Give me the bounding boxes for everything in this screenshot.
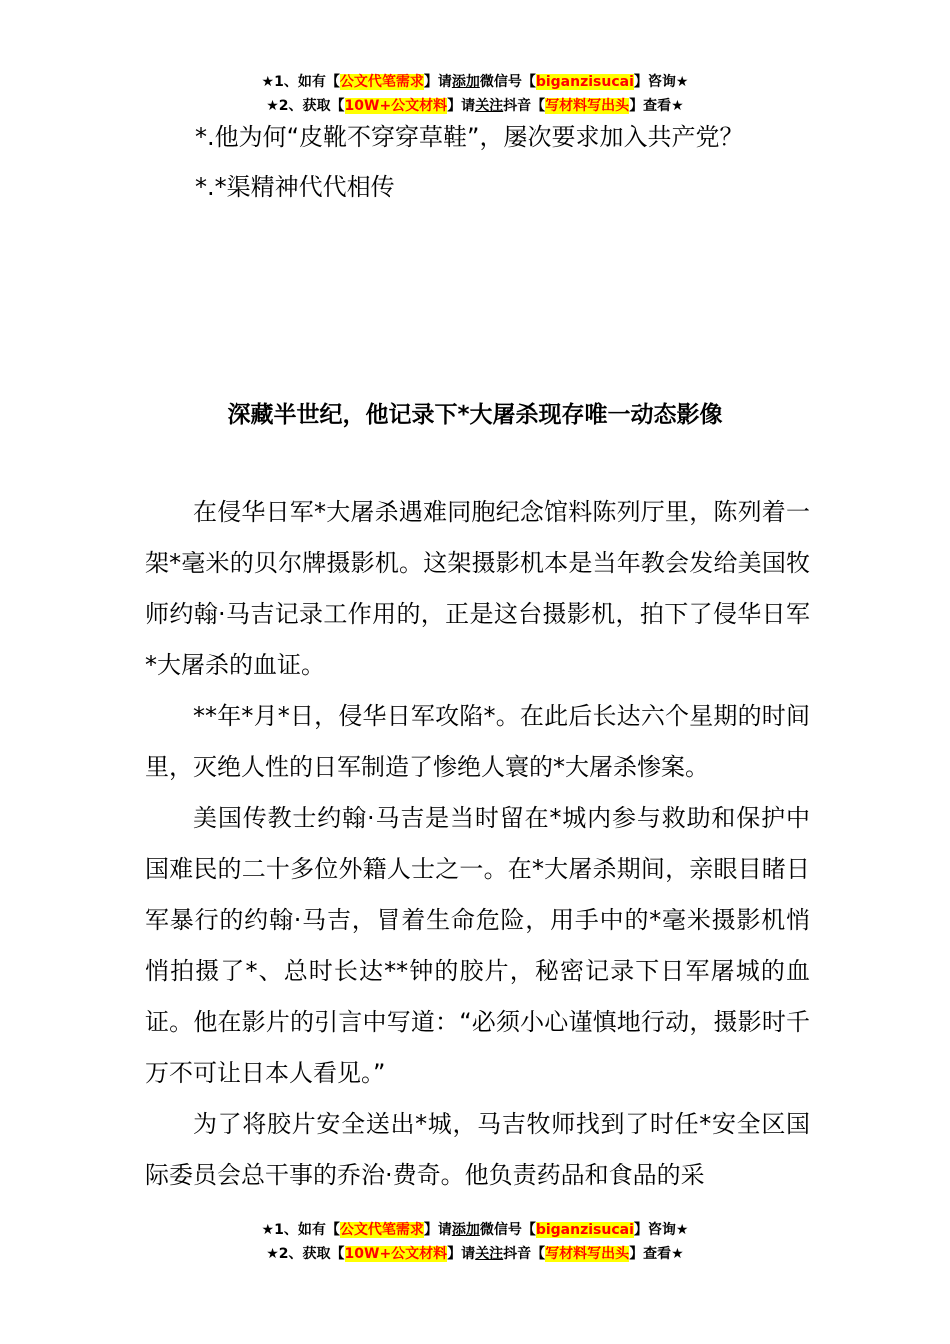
banner-highlight: biganzisucai	[535, 1222, 634, 1238]
footer-banner	[0, 1218, 950, 1266]
banner-line-1	[0, 1218, 950, 1242]
article-title: 深藏半世纪，他记录下*大屠杀现存唯一动态影像	[227, 402, 723, 428]
banner-text: ★2、获取【	[266, 1246, 345, 1262]
banner-text: 抖音【	[503, 98, 546, 114]
paragraph: 美国传教士约翰·马吉是当时留在*城内参与救助和保护中国难民的二十多位外籍人士之一。在*大屠杀期间，亲眼目睹日军暴行的约翰·马吉，冒着生命危险，用手中的*毫米摄影机悄悄拍摄了*、总时长达**钟的胶片，秘密记录下日军屠城的血证。他在影片的引言中写道：“必须小心谨慎地行动，摄影时千万不可让日本人看见。”	[145, 804, 810, 1087]
banner-text: 】请	[423, 74, 452, 90]
banner-underline: 关注	[475, 98, 504, 114]
paragraph: **年*月*日，侵华日军攻陷*。在此后长达六个星期的时间里，灭绝人性的日军制造了惨绝人寰的*大屠杀惨案。	[145, 702, 810, 781]
toc-item: *.*渠精神代代相传	[195, 173, 395, 201]
banner-text: 】咨询★	[633, 74, 689, 90]
banner-text: ★2、获取【	[266, 98, 345, 114]
banner-text: 微信号【	[479, 1222, 536, 1238]
banner-text: 】查看★	[629, 98, 684, 114]
article-body	[145, 487, 810, 1201]
banner-text: 微信号【	[479, 74, 536, 90]
banner-text: ★1、如有【	[261, 1222, 340, 1238]
header-banner	[0, 70, 950, 118]
banner-line-1	[0, 70, 950, 94]
banner-highlight: 公文代笔需求	[339, 74, 424, 90]
toc-item: *.他为何“皮靴不穿穿草鞋”，屡次要求加入共产党？	[195, 123, 744, 151]
banner-text: 】查看★	[629, 1246, 684, 1262]
banner-highlight: 写材料写出头	[545, 98, 630, 114]
banner-underline: 添加	[451, 1222, 480, 1238]
banner-text: 】请	[447, 1246, 476, 1262]
banner-text: 】请	[423, 1222, 452, 1238]
banner-highlight: biganzisucai	[535, 74, 634, 90]
banner-text: 】请	[447, 98, 476, 114]
banner-underline: 添加	[451, 74, 480, 90]
paragraph: 为了将胶片安全送出*城，马吉牧师找到了时任*安全区国际委员会总干事的乔治·费奇。他负责药品和食品的采	[145, 1110, 810, 1189]
banner-highlight: 公文代笔需求	[339, 1222, 424, 1238]
banner-text: 抖音【	[503, 1246, 546, 1262]
banner-highlight: 写材料写出头	[545, 1246, 630, 1262]
banner-underline: 关注	[475, 1246, 504, 1262]
banner-line-2	[0, 1242, 950, 1266]
banner-text: 】咨询★	[633, 1222, 689, 1238]
paragraph: 在侵华日军*大屠杀遇难同胞纪念馆料陈列厅里，陈列着一架*毫米的贝尔牌摄影机。这架摄影机本是当年教会发给美国牧师约翰·马吉记录工作用的，正是这台摄影机，拍下了侵华日军*大屠杀的血证。	[145, 498, 810, 679]
banner-highlight: 10W+公文材料	[344, 98, 448, 114]
banner-highlight: 10W+公文材料	[344, 1246, 448, 1262]
banner-text: ★1、如有【	[261, 74, 340, 90]
